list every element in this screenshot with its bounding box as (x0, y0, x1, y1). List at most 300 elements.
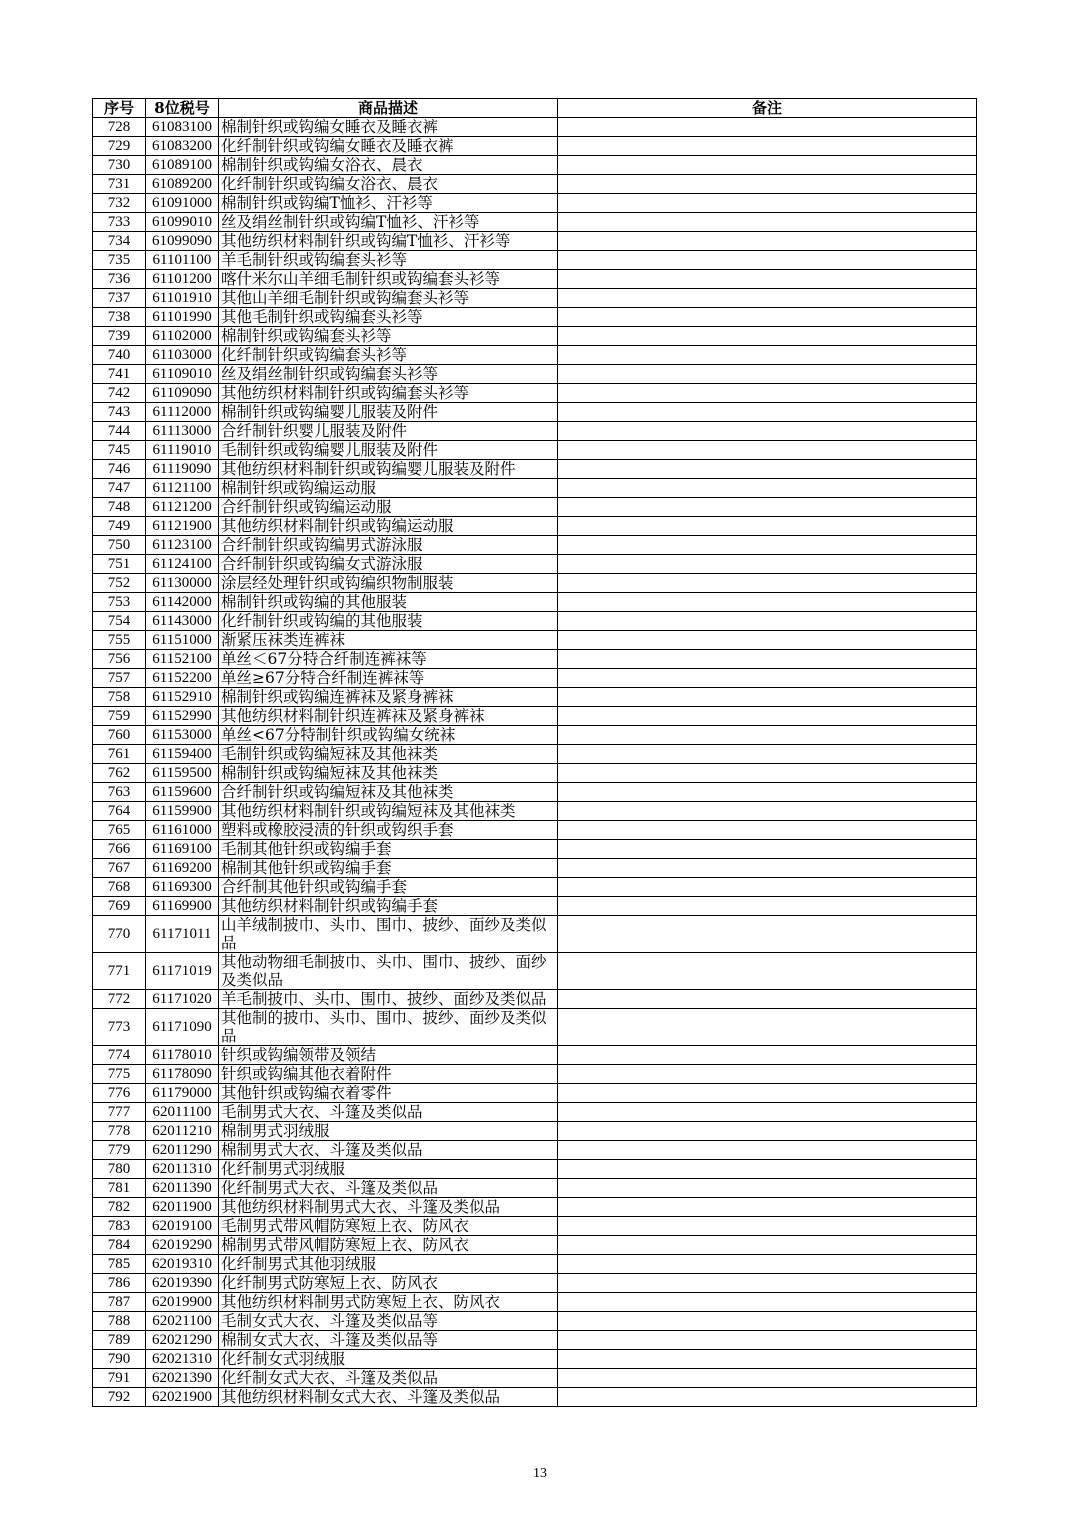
cell-remark (558, 1255, 977, 1274)
cell-tariff-code: 61099010 (146, 213, 219, 232)
table-row (93, 1122, 977, 1141)
table-header (93, 99, 977, 118)
cell-description: 单丝＜67分特合纤制连裤袜等 (219, 650, 558, 669)
cell-description: 其他毛制针织或钩编套头衫等 (219, 308, 558, 327)
cell-description: 渐紧压袜类连裤袜 (219, 631, 558, 650)
cell-description: 化纤制男式防寒短上衣、防风衣 (219, 1274, 558, 1293)
cell-tariff-code: 61121200 (146, 498, 219, 517)
cell-tariff-code: 61143000 (146, 612, 219, 631)
cell-seq: 745 (93, 441, 146, 460)
cell-remark (558, 1198, 977, 1217)
cell-description: 毛制其他针织或钩编手套 (219, 840, 558, 859)
cell-description: 丝及绢丝制针织或钩编T恤衫、汗衫等 (219, 213, 558, 232)
cell-description: 涂层经处理针织或钩编织物制服装 (219, 574, 558, 593)
cell-description: 合纤制针织婴儿服装及附件 (219, 422, 558, 441)
cell-tariff-code: 61171019 (146, 953, 219, 990)
cell-remark (558, 688, 977, 707)
cell-description: 羊毛制披巾、头巾、围巾、披纱、面纱及类似品 (219, 990, 558, 1009)
cell-tariff-code: 62019900 (146, 1293, 219, 1312)
cell-remark (558, 1009, 977, 1046)
table-row (93, 498, 977, 517)
cell-remark (558, 384, 977, 403)
cell-tariff-code: 62011100 (146, 1103, 219, 1122)
cell-description: 合纤制针织或钩编女式游泳服 (219, 555, 558, 574)
header-row (93, 99, 977, 118)
cell-description: 化纤制针织或钩编套头衫等 (219, 346, 558, 365)
cell-remark (558, 1122, 977, 1141)
cell-description: 其他山羊细毛制针织或钩编套头衫等 (219, 289, 558, 308)
cell-tariff-code: 61101910 (146, 289, 219, 308)
table-row (93, 1388, 977, 1407)
cell-tariff-code: 62021310 (146, 1350, 219, 1369)
cell-tariff-code: 62019290 (146, 1236, 219, 1255)
cell-seq: 750 (93, 536, 146, 555)
cell-remark (558, 916, 977, 953)
cell-remark (558, 1046, 977, 1065)
cell-description: 棉制针织或钩编连裤袜及紧身裤袜 (219, 688, 558, 707)
cell-tariff-code: 61159900 (146, 802, 219, 821)
cell-description: 化纤制男式羽绒服 (219, 1160, 558, 1179)
cell-seq: 756 (93, 650, 146, 669)
cell-remark (558, 669, 977, 688)
cell-seq: 736 (93, 270, 146, 289)
cell-description: 合纤制针织或钩编男式游泳服 (219, 536, 558, 555)
cell-remark (558, 953, 977, 990)
cell-remark (558, 1103, 977, 1122)
cell-remark (558, 1350, 977, 1369)
table-row (93, 859, 977, 878)
cell-seq: 741 (93, 365, 146, 384)
cell-seq: 786 (93, 1274, 146, 1293)
cell-remark (558, 631, 977, 650)
cell-seq: 780 (93, 1160, 146, 1179)
cell-seq: 760 (93, 726, 146, 745)
cell-description: 棉制针织或钩编女浴衣、晨衣 (219, 156, 558, 175)
cell-tariff-code: 62021900 (146, 1388, 219, 1407)
cell-tariff-code: 61124100 (146, 555, 219, 574)
cell-tariff-code: 61123100 (146, 536, 219, 555)
cell-remark (558, 990, 977, 1009)
cell-remark (558, 1141, 977, 1160)
table-row (93, 555, 977, 574)
cell-seq: 761 (93, 745, 146, 764)
cell-description: 单丝<67分特制针织或钩编女统袜 (219, 726, 558, 745)
cell-remark (558, 1236, 977, 1255)
cell-remark (558, 555, 977, 574)
cell-tariff-code: 61142000 (146, 593, 219, 612)
cell-tariff-code: 61178090 (146, 1065, 219, 1084)
table-row (93, 802, 977, 821)
cell-remark (558, 897, 977, 916)
cell-tariff-code: 62019100 (146, 1217, 219, 1236)
cell-remark (558, 289, 977, 308)
cell-seq: 735 (93, 251, 146, 270)
cell-description: 棉制男式大衣、斗篷及类似品 (219, 1141, 558, 1160)
table-row (93, 707, 977, 726)
cell-remark (558, 251, 977, 270)
tariff-table (92, 98, 977, 1407)
table-row (93, 764, 977, 783)
cell-tariff-code: 61161000 (146, 821, 219, 840)
cell-seq: 770 (93, 916, 146, 953)
cell-description: 单丝≥67分特合纤制连裤袜等 (219, 669, 558, 688)
cell-tariff-code: 61119010 (146, 441, 219, 460)
cell-remark (558, 1217, 977, 1236)
table-row (93, 1160, 977, 1179)
cell-remark (558, 156, 977, 175)
cell-remark (558, 802, 977, 821)
cell-seq: 777 (93, 1103, 146, 1122)
cell-tariff-code: 61113000 (146, 422, 219, 441)
cell-remark (558, 403, 977, 422)
cell-seq: 752 (93, 574, 146, 593)
cell-seq: 753 (93, 593, 146, 612)
table-row (93, 1255, 977, 1274)
cell-description: 其他纺织材料制男式大衣、斗篷及类似品 (219, 1198, 558, 1217)
table-body (93, 118, 977, 1407)
cell-description: 羊毛制针织或钩编套头衫等 (219, 251, 558, 270)
cell-seq: 746 (93, 460, 146, 479)
table-row (93, 593, 977, 612)
cell-seq: 763 (93, 783, 146, 802)
table-row (93, 1331, 977, 1350)
cell-tariff-code: 61101100 (146, 251, 219, 270)
table-row (93, 1274, 977, 1293)
cell-description: 其他纺织材料制女式大衣、斗篷及类似品 (219, 1388, 558, 1407)
cell-seq: 766 (93, 840, 146, 859)
cell-seq: 790 (93, 1350, 146, 1369)
cell-description: 其他制的披巾、头巾、围巾、披纱、面纱及类似品 (219, 1009, 558, 1046)
cell-remark (558, 232, 977, 251)
cell-remark (558, 441, 977, 460)
cell-tariff-code: 61169100 (146, 840, 219, 859)
cell-seq: 749 (93, 517, 146, 536)
table-row (93, 213, 977, 232)
cell-description: 棉制针织或钩编女睡衣及睡衣裤 (219, 118, 558, 137)
cell-tariff-code: 61179000 (146, 1084, 219, 1103)
table-row (93, 1179, 977, 1198)
table-row (93, 897, 977, 916)
cell-tariff-code: 61121900 (146, 517, 219, 536)
table-row (93, 1350, 977, 1369)
cell-seq: 769 (93, 897, 146, 916)
cell-tariff-code: 61103000 (146, 346, 219, 365)
cell-tariff-code: 61089100 (146, 156, 219, 175)
table-row (93, 346, 977, 365)
cell-description: 棉制针织或钩编的其他服装 (219, 593, 558, 612)
cell-remark (558, 213, 977, 232)
cell-seq: 733 (93, 213, 146, 232)
cell-tariff-code: 61083100 (146, 118, 219, 137)
cell-description: 棉制男式带风帽防寒短上衣、防风衣 (219, 1236, 558, 1255)
cell-tariff-code: 61178010 (146, 1046, 219, 1065)
cell-remark (558, 1331, 977, 1350)
cell-remark (558, 498, 977, 517)
table-row (93, 175, 977, 194)
table-row (93, 1293, 977, 1312)
cell-remark (558, 175, 977, 194)
cell-description: 棉制针织或钩编婴儿服装及附件 (219, 403, 558, 422)
table-row (93, 536, 977, 555)
cell-description: 合纤制针织或钩编短袜及其他袜类 (219, 783, 558, 802)
table-row (93, 1312, 977, 1331)
cell-description: 针织或钩编领带及领结 (219, 1046, 558, 1065)
cell-remark (558, 821, 977, 840)
cell-seq: 754 (93, 612, 146, 631)
table-row (93, 156, 977, 175)
cell-description: 其他纺织材料制针织或钩编手套 (219, 897, 558, 916)
table-row (93, 821, 977, 840)
cell-remark (558, 1179, 977, 1198)
cell-seq: 757 (93, 669, 146, 688)
cell-remark (558, 270, 977, 289)
cell-seq: 778 (93, 1122, 146, 1141)
cell-remark (558, 612, 977, 631)
cell-description: 毛制男式带风帽防寒短上衣、防风衣 (219, 1217, 558, 1236)
cell-tariff-code: 61152910 (146, 688, 219, 707)
cell-description: 其他纺织材料制针织或钩编婴儿服装及附件 (219, 460, 558, 479)
cell-tariff-code: 61121100 (146, 479, 219, 498)
table-row (93, 726, 977, 745)
cell-tariff-code: 62021100 (146, 1312, 219, 1331)
cell-remark (558, 707, 977, 726)
cell-tariff-code: 61159500 (146, 764, 219, 783)
cell-remark (558, 764, 977, 783)
cell-seq: 748 (93, 498, 146, 517)
cell-description: 针织或钩编其他衣着附件 (219, 1065, 558, 1084)
cell-description: 化纤制针织或钩编女浴衣、晨衣 (219, 175, 558, 194)
cell-tariff-code: 61159600 (146, 783, 219, 802)
cell-remark (558, 422, 977, 441)
header-tariff-code: 8位税号 (146, 99, 219, 118)
table-row (93, 650, 977, 669)
table-row (93, 745, 977, 764)
cell-remark (558, 346, 977, 365)
cell-seq: 774 (93, 1046, 146, 1065)
cell-description: 其他纺织材料制针织或钩编T恤衫、汗衫等 (219, 232, 558, 251)
table-row (93, 574, 977, 593)
table-row (93, 1065, 977, 1084)
cell-tariff-code: 62019390 (146, 1274, 219, 1293)
table-row (93, 479, 977, 498)
cell-remark (558, 878, 977, 897)
page-number: 13 (533, 1466, 547, 1481)
cell-remark (558, 137, 977, 156)
cell-remark (558, 1084, 977, 1103)
table-row (93, 1084, 977, 1103)
cell-seq: 788 (93, 1312, 146, 1331)
cell-description: 化纤制针织或钩编女睡衣及睡衣裤 (219, 137, 558, 156)
cell-tariff-code: 61151000 (146, 631, 219, 650)
cell-description: 其他纺织材料制针织连裤袜及紧身裤袜 (219, 707, 558, 726)
cell-remark (558, 517, 977, 536)
cell-remark (558, 1388, 977, 1407)
table-row (93, 422, 977, 441)
cell-description: 喀什米尔山羊细毛制针织或钩编套头衫等 (219, 270, 558, 289)
table-row (93, 194, 977, 213)
table-row (93, 916, 977, 953)
header-remark: 备注 (558, 99, 977, 118)
cell-tariff-code: 62011310 (146, 1160, 219, 1179)
cell-seq: 792 (93, 1388, 146, 1407)
table-row (93, 1141, 977, 1160)
table-row (93, 631, 977, 650)
cell-seq: 765 (93, 821, 146, 840)
cell-seq: 787 (93, 1293, 146, 1312)
table-row (93, 612, 977, 631)
cell-remark (558, 840, 977, 859)
cell-tariff-code: 62011390 (146, 1179, 219, 1198)
cell-tariff-code: 61091000 (146, 194, 219, 213)
cell-tariff-code: 61169200 (146, 859, 219, 878)
cell-description: 其他纺织材料制针织或钩编短袜及其他袜类 (219, 802, 558, 821)
table-row (93, 365, 977, 384)
cell-description: 丝及绢丝制针织或钩编套头衫等 (219, 365, 558, 384)
cell-remark (558, 650, 977, 669)
cell-description: 棉制针织或钩编T恤衫、汗衫等 (219, 194, 558, 213)
cell-description: 化纤制女式大衣、斗篷及类似品 (219, 1369, 558, 1388)
cell-tariff-code: 62011210 (146, 1122, 219, 1141)
cell-remark (558, 745, 977, 764)
cell-description: 化纤制女式羽绒服 (219, 1350, 558, 1369)
cell-description: 化纤制男式大衣、斗篷及类似品 (219, 1179, 558, 1198)
cell-seq: 758 (93, 688, 146, 707)
cell-remark (558, 365, 977, 384)
cell-tariff-code: 61101990 (146, 308, 219, 327)
cell-seq: 747 (93, 479, 146, 498)
cell-tariff-code: 61112000 (146, 403, 219, 422)
cell-remark (558, 593, 977, 612)
table-row (93, 384, 977, 403)
cell-description: 化纤制男式其他羽绒服 (219, 1255, 558, 1274)
cell-seq: 742 (93, 384, 146, 403)
table-row (93, 1009, 977, 1046)
cell-remark (558, 1312, 977, 1331)
cell-description: 毛制针织或钩编短袜及其他袜类 (219, 745, 558, 764)
table-row (93, 517, 977, 536)
cell-remark (558, 327, 977, 346)
cell-tariff-code: 61169300 (146, 878, 219, 897)
cell-seq: 739 (93, 327, 146, 346)
cell-seq: 740 (93, 346, 146, 365)
table-row (93, 688, 977, 707)
cell-tariff-code: 61089200 (146, 175, 219, 194)
header-seq: 序号 (93, 99, 146, 118)
table-row (93, 327, 977, 346)
cell-seq: 779 (93, 1141, 146, 1160)
cell-description: 合纤制其他针织或钩编手套 (219, 878, 558, 897)
table-row (93, 953, 977, 990)
table-row (93, 251, 977, 270)
table-row (93, 270, 977, 289)
cell-remark (558, 1293, 977, 1312)
cell-description: 毛制女式大衣、斗篷及类似品等 (219, 1312, 558, 1331)
cell-description: 合纤制针织或钩编运动服 (219, 498, 558, 517)
cell-remark (558, 726, 977, 745)
cell-description: 其他纺织材料制男式防寒短上衣、防风衣 (219, 1293, 558, 1312)
cell-seq: 729 (93, 137, 146, 156)
cell-seq: 771 (93, 953, 146, 990)
cell-seq: 784 (93, 1236, 146, 1255)
table-row (93, 308, 977, 327)
cell-seq: 781 (93, 1179, 146, 1198)
cell-description: 棉制其他针织或钩编手套 (219, 859, 558, 878)
cell-seq: 738 (93, 308, 146, 327)
cell-remark (558, 308, 977, 327)
cell-description: 毛制男式大衣、斗篷及类似品 (219, 1103, 558, 1122)
cell-description: 塑料或橡胶浸渍的针织或钩织手套 (219, 821, 558, 840)
table-row (93, 289, 977, 308)
cell-tariff-code: 61130000 (146, 574, 219, 593)
cell-seq: 782 (93, 1198, 146, 1217)
cell-seq: 762 (93, 764, 146, 783)
table-row (93, 1046, 977, 1065)
cell-seq: 789 (93, 1331, 146, 1350)
cell-tariff-code: 61109010 (146, 365, 219, 384)
table-row (93, 1217, 977, 1236)
table-row (93, 137, 977, 156)
table-row (93, 669, 977, 688)
cell-seq: 764 (93, 802, 146, 821)
cell-seq: 772 (93, 990, 146, 1009)
cell-description: 棉制针织或钩编短袜及其他袜类 (219, 764, 558, 783)
cell-remark (558, 574, 977, 593)
cell-tariff-code: 61099090 (146, 232, 219, 251)
cell-remark (558, 479, 977, 498)
table-row (93, 878, 977, 897)
cell-description: 其他纺织材料制针织或钩编运动服 (219, 517, 558, 536)
table-row (93, 441, 977, 460)
cell-remark (558, 783, 977, 802)
cell-seq: 791 (93, 1369, 146, 1388)
cell-tariff-code: 61101200 (146, 270, 219, 289)
cell-remark (558, 194, 977, 213)
cell-description: 棉制针织或钩编运动服 (219, 479, 558, 498)
table-row (93, 403, 977, 422)
cell-description: 棉制女式大衣、斗篷及类似品等 (219, 1331, 558, 1350)
table-row (93, 232, 977, 251)
cell-tariff-code: 61171011 (146, 916, 219, 953)
cell-tariff-code: 62019310 (146, 1255, 219, 1274)
table-row (93, 1103, 977, 1122)
cell-tariff-code: 61152990 (146, 707, 219, 726)
cell-remark (558, 460, 977, 479)
cell-seq: 728 (93, 118, 146, 137)
cell-description: 其他动物细毛制披巾、头巾、围巾、披纱、面纱及类似品 (219, 953, 558, 990)
cell-tariff-code: 61119090 (146, 460, 219, 479)
cell-tariff-code: 61152100 (146, 650, 219, 669)
cell-tariff-code: 61171090 (146, 1009, 219, 1046)
table-row (93, 990, 977, 1009)
cell-seq: 767 (93, 859, 146, 878)
cell-description: 其他纺织材料制针织或钩编套头衫等 (219, 384, 558, 403)
cell-description: 棉制男式羽绒服 (219, 1122, 558, 1141)
cell-seq: 783 (93, 1217, 146, 1236)
cell-tariff-code: 62021390 (146, 1369, 219, 1388)
cell-remark (558, 1369, 977, 1388)
cell-seq: 755 (93, 631, 146, 650)
cell-remark (558, 118, 977, 137)
cell-description: 山羊绒制披巾、头巾、围巾、披纱、面纱及类似品 (219, 916, 558, 953)
cell-seq: 731 (93, 175, 146, 194)
cell-seq: 734 (93, 232, 146, 251)
cell-seq: 732 (93, 194, 146, 213)
cell-tariff-code: 61153000 (146, 726, 219, 745)
table-row (93, 460, 977, 479)
table-row (93, 1236, 977, 1255)
table-row (93, 840, 977, 859)
cell-tariff-code: 61169900 (146, 897, 219, 916)
